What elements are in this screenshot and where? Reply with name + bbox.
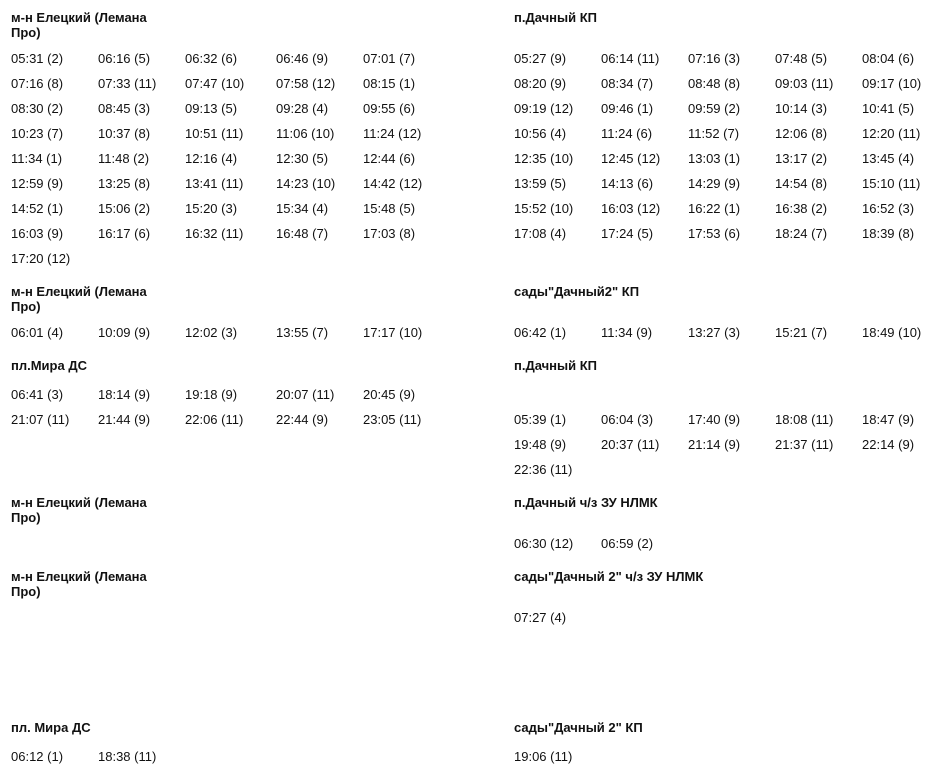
schedule-section [514, 495, 814, 551]
departure-time: 22:36 (11) [514, 462, 573, 477]
schedule-section [514, 569, 814, 625]
departure-time: 20:07 (11) [276, 387, 335, 402]
departure-time: 15:20 (3) [185, 201, 238, 216]
departure-time: 16:48 (7) [276, 226, 329, 241]
departure-time: 12:44 (6) [363, 151, 416, 166]
departure-time: 05:27 (9) [514, 51, 567, 66]
stop-name: м-н Елецкий (Лемана Про) [11, 495, 147, 525]
departure-time: 07:01 (7) [363, 51, 416, 66]
schedule-section [514, 10, 922, 241]
departure-time: 11:48 (2) [98, 151, 150, 166]
departure-time: 12:35 (10) [514, 151, 574, 166]
times-grid [514, 324, 930, 349]
departure-time: 06:01 (4) [11, 325, 64, 340]
stop-name: сады"Дачный 2" КП [514, 720, 643, 735]
departure-time: 18:47 (9) [862, 412, 915, 427]
schedule-section [11, 720, 157, 764]
departure-time: 06:04 (3) [601, 412, 654, 427]
departure-time: 17:17 (10) [363, 325, 423, 340]
departure-time: 18:08 (11) [775, 412, 834, 427]
departure-time: 17:20 (12) [11, 251, 71, 266]
departure-time: 08:34 (7) [601, 76, 654, 91]
stop-name: пл. Мира ДС [11, 720, 91, 735]
departure-time: 10:23 (7) [11, 126, 64, 141]
departure-time: 11:34 (1) [11, 151, 63, 166]
departure-time: 10:51 (11) [185, 126, 244, 141]
departure-time: 22:14 (9) [862, 437, 915, 452]
departure-time: 13:17 (2) [775, 151, 828, 166]
departure-time: 06:59 (2) [601, 536, 654, 551]
departure-time: 06:46 (9) [276, 51, 329, 66]
departure-time: 16:22 (1) [688, 201, 741, 216]
stop-name: м-н Елецкий (Лемана Про) [11, 284, 147, 314]
departure-time: 13:59 (5) [514, 176, 567, 191]
departure-time: 11:24 (12) [363, 126, 422, 141]
departure-time: 16:38 (2) [775, 201, 828, 216]
departure-time: 13:03 (1) [688, 151, 741, 166]
times-grid [514, 411, 930, 486]
schedule-section [11, 284, 423, 340]
departure-time: 16:17 (6) [98, 226, 151, 241]
departure-time: 08:04 (6) [862, 51, 915, 66]
departure-time: 07:47 (10) [185, 76, 245, 91]
departure-time: 09:03 (11) [775, 76, 834, 91]
departure-time: 06:42 (1) [514, 325, 567, 340]
departure-time: 23:05 (11) [363, 412, 422, 427]
stop-name: сады"Дачный 2" ч/з ЗУ НЛМК [514, 569, 704, 584]
departure-time: 18:49 (10) [862, 325, 922, 340]
departure-time: 10:14 (3) [775, 101, 828, 116]
departure-time: 15:21 (7) [775, 325, 828, 340]
stop-name: сады"Дачный2" КП [514, 284, 640, 299]
departure-time: 16:32 (11) [185, 226, 244, 241]
departure-time: 14:29 (9) [688, 176, 741, 191]
departure-time: 21:37 (11) [775, 437, 834, 452]
departure-time: 15:34 (4) [276, 201, 329, 216]
departure-time: 05:31 (2) [11, 51, 64, 66]
stop-name: п.Дачный КП [514, 358, 598, 373]
departure-time: 06:16 (5) [98, 51, 151, 66]
departure-time: 11:34 (9) [601, 325, 653, 340]
stop-name: м-н Елецкий (Лемана Про) [11, 10, 147, 40]
departure-time: 21:44 (9) [98, 412, 151, 427]
times-grid [11, 50, 450, 275]
schedule-section [11, 495, 156, 525]
departure-time: 20:37 (11) [601, 437, 660, 452]
departure-time: 17:53 (6) [688, 226, 741, 241]
departure-time: 12:30 (5) [276, 151, 329, 166]
departure-time: 17:40 (9) [688, 412, 741, 427]
departure-time: 07:33 (11) [98, 76, 157, 91]
times-grid [11, 748, 450, 773]
departure-time: 16:52 (3) [862, 201, 915, 216]
departure-time: 13:41 (11) [185, 176, 244, 191]
departure-time: 06:32 (6) [185, 51, 238, 66]
stop-name: п.Дачный КП [514, 10, 598, 25]
departure-time: 18:38 (11) [98, 749, 157, 764]
departure-time: 17:08 (4) [514, 226, 567, 241]
departure-time: 10:41 (5) [862, 101, 915, 116]
departure-time: 08:30 (2) [11, 101, 64, 116]
departure-time: 06:14 (11) [601, 51, 660, 66]
departure-time: 18:14 (9) [98, 387, 151, 402]
departure-time: 17:24 (5) [601, 226, 654, 241]
schedule-section [11, 358, 422, 427]
departure-time: 09:55 (6) [363, 101, 416, 116]
departure-time: 14:42 (12) [363, 176, 423, 191]
departure-time: 12:06 (8) [775, 126, 828, 141]
departure-time: 15:06 (2) [98, 201, 151, 216]
departure-time: 07:16 (8) [11, 76, 64, 91]
schedule-section [514, 284, 922, 340]
times-grid [514, 535, 930, 560]
departure-time: 09:17 (10) [862, 76, 922, 91]
departure-time: 09:28 (4) [276, 101, 329, 116]
departure-time: 05:39 (1) [514, 412, 567, 427]
times-grid [514, 609, 930, 634]
departure-time: 08:45 (3) [98, 101, 151, 116]
times-grid [11, 324, 450, 349]
departure-time: 17:03 (8) [363, 226, 416, 241]
departure-time: 12:20 (11) [862, 126, 921, 141]
departure-time: 14:52 (1) [11, 201, 64, 216]
departure-time: 14:13 (6) [601, 176, 654, 191]
departure-time: 08:15 (1) [363, 76, 416, 91]
stop-name: п.Дачный ч/з ЗУ НЛМК [514, 495, 658, 510]
departure-time: 09:46 (1) [601, 101, 654, 116]
departure-time: 12:02 (3) [185, 325, 238, 340]
departure-time: 07:48 (5) [775, 51, 828, 66]
departure-time: 18:39 (8) [862, 226, 915, 241]
stop-name: м-н Елецкий (Лемана Про) [11, 569, 147, 599]
departure-time: 11:52 (7) [688, 126, 740, 141]
departure-time: 11:24 (6) [601, 126, 653, 141]
times-grid [11, 386, 450, 436]
departure-time: 15:48 (5) [363, 201, 416, 216]
times-grid [514, 748, 930, 773]
departure-time: 10:09 (9) [98, 325, 151, 340]
departure-time: 07:16 (3) [688, 51, 741, 66]
departure-time: 19:18 (9) [185, 387, 238, 402]
schedule-section [514, 358, 915, 477]
departure-time: 09:13 (5) [185, 101, 238, 116]
departure-time: 06:12 (1) [11, 749, 64, 764]
departure-time: 22:06 (11) [185, 412, 244, 427]
departure-time: 19:06 (11) [514, 749, 573, 764]
departure-time: 07:58 (12) [276, 76, 336, 91]
departure-time: 12:16 (4) [185, 151, 238, 166]
departure-time: 08:20 (9) [514, 76, 567, 91]
departure-time: 07:27 (4) [514, 610, 567, 625]
schedule-section [514, 720, 814, 764]
departure-time: 11:06 (10) [276, 126, 335, 141]
departure-time: 14:54 (8) [775, 176, 828, 191]
departure-time: 14:23 (10) [276, 176, 336, 191]
departure-time: 13:25 (8) [98, 176, 151, 191]
departure-time: 16:03 (12) [601, 201, 661, 216]
departure-time: 06:30 (12) [514, 536, 574, 551]
stop-name: пл.Мира ДС [11, 358, 87, 373]
schedule-section [11, 10, 423, 266]
departure-time: 21:14 (9) [688, 437, 741, 452]
departure-time: 10:37 (8) [98, 126, 151, 141]
departure-time: 10:56 (4) [514, 126, 567, 141]
departure-time: 15:52 (10) [514, 201, 574, 216]
departure-time: 22:44 (9) [276, 412, 329, 427]
departure-time: 12:45 (12) [601, 151, 661, 166]
departure-time: 19:48 (9) [514, 437, 567, 452]
departure-time: 15:10 (11) [862, 176, 921, 191]
departure-time: 16:03 (9) [11, 226, 64, 241]
departure-time: 08:48 (8) [688, 76, 741, 91]
departure-time: 09:19 (12) [514, 101, 574, 116]
departure-time: 09:59 (2) [688, 101, 741, 116]
departure-time: 06:41 (3) [11, 387, 64, 402]
departure-time: 13:45 (4) [862, 151, 915, 166]
departure-time: 18:24 (7) [775, 226, 828, 241]
schedule-section [11, 569, 156, 599]
times-grid [514, 50, 930, 250]
departure-time: 20:45 (9) [363, 387, 416, 402]
departure-time: 13:55 (7) [276, 325, 329, 340]
departure-time: 21:07 (11) [11, 412, 70, 427]
departure-time: 13:27 (3) [688, 325, 741, 340]
departure-time: 12:59 (9) [11, 176, 64, 191]
